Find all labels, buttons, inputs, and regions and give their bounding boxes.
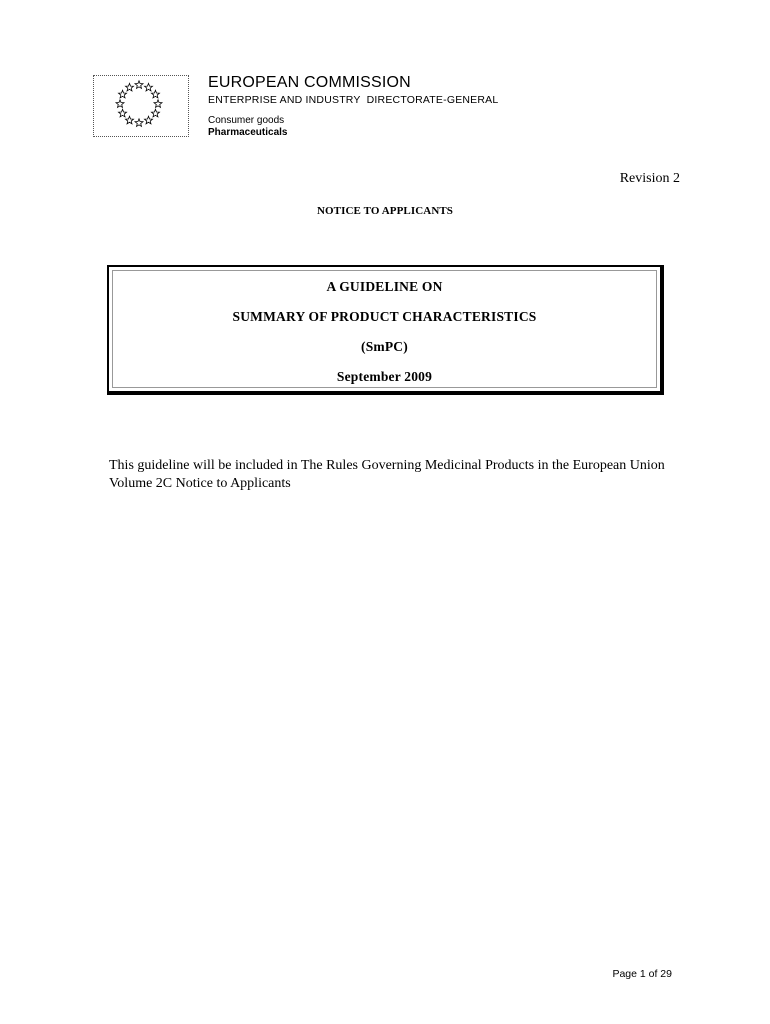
eu-star-icon <box>119 90 127 98</box>
body-line-1: This guideline will be included in The Rules Governing Medicinal Products in the European Union <box>109 458 665 473</box>
title-line-3: (SmPC) <box>361 339 408 354</box>
eu-star-icon <box>154 100 162 108</box>
eu-flag-stars-icon <box>94 76 188 136</box>
body-paragraph <box>109 457 689 493</box>
title-line-1: A GUIDELINE ON <box>326 279 443 294</box>
page-number: Page 1 of 29 <box>612 968 672 980</box>
eu-star-icon <box>145 116 153 124</box>
revision-label: Revision 2 <box>619 171 680 186</box>
eu-star-icon <box>145 83 153 91</box>
title-line-2: SUMMARY OF PRODUCT CHARACTERISTICS <box>232 309 537 324</box>
eu-star-icon <box>116 100 124 108</box>
eu-star-icon <box>135 81 143 89</box>
eu-star-icon <box>126 116 134 124</box>
unit-name: Consumer goods <box>208 115 285 126</box>
body-line-2: Volume 2C Notice to Applicants <box>109 476 291 491</box>
eu-logo <box>93 75 189 137</box>
eu-star-icon <box>126 83 134 91</box>
directorate-name: ENTERPRISE AND INDUSTRY DIRECTORATE-GENERAL <box>208 94 499 106</box>
org-title: EUROPEAN COMMISSION <box>208 74 411 91</box>
eu-star-icon <box>135 119 143 127</box>
sub-unit-name: Pharmaceuticals <box>208 127 288 138</box>
organization-header <box>208 74 498 139</box>
eu-star-icon <box>151 90 159 98</box>
eu-star-icon <box>151 109 159 117</box>
eu-star-icon <box>119 109 127 117</box>
title-line-4: September 2009 <box>336 369 433 384</box>
notice-heading: NOTICE TO APPLICANTS <box>316 205 454 217</box>
title-box <box>107 265 664 395</box>
